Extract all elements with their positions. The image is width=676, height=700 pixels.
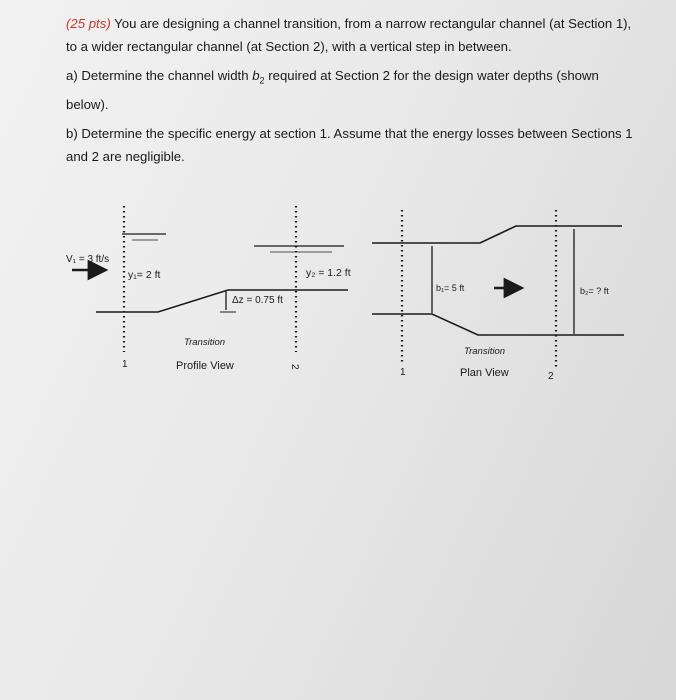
- profile-view: [66, 206, 351, 372]
- profile-channel-bed: [96, 290, 348, 312]
- b1-label: b₁= 5 ft: [436, 283, 465, 293]
- part-a-text-pre: a) Determine the channel width: [66, 68, 253, 83]
- plan-transition-label: Transition: [464, 346, 506, 357]
- profile-section1-label: 1: [122, 359, 128, 370]
- plan-view-label: Plan View: [460, 367, 509, 379]
- intro-text: You are designing a channel transition, from a narrow rectangular channel (at Section 1),: [110, 16, 632, 31]
- plan-view: [372, 210, 624, 382]
- v1-label: V₁ = 3 ft/s: [66, 254, 110, 265]
- b2-label: b₂= ? ft: [580, 286, 609, 296]
- dz-label: Δz = 0.75 ft: [232, 295, 283, 306]
- part-a-line2: below).: [66, 96, 109, 112]
- part-a-variable: b: [252, 68, 260, 83]
- y2-label: y₂ = 1.2 ft: [306, 267, 351, 279]
- profile-view-label: Profile View: [176, 360, 234, 372]
- plan-section2-label: 2: [548, 371, 554, 382]
- plan-top-wall: [372, 226, 622, 243]
- part-a-subscript: 2: [259, 75, 265, 86]
- problem-intro-line2: to a wider rectangular channel (at Section 2), with a vertical step in between.: [66, 39, 512, 54]
- part-b-line1: b) Determine the specific energy at section 1. Assume that the energy losses between Sections 1: [66, 125, 633, 141]
- part-a-text-post: required at Section 2 for the design water depths (shown: [264, 68, 599, 83]
- y1-label: y₁= 2 ft: [128, 269, 161, 281]
- plan-section1-label: 1: [400, 367, 406, 378]
- profile-section2-label: 2: [289, 364, 300, 370]
- part-b-line2: and 2 are negligible.: [66, 148, 185, 164]
- points-label: (25 pts): [66, 16, 111, 31]
- plan-bottom-wall: [372, 314, 624, 335]
- profile-transition-label: Transition: [184, 337, 226, 348]
